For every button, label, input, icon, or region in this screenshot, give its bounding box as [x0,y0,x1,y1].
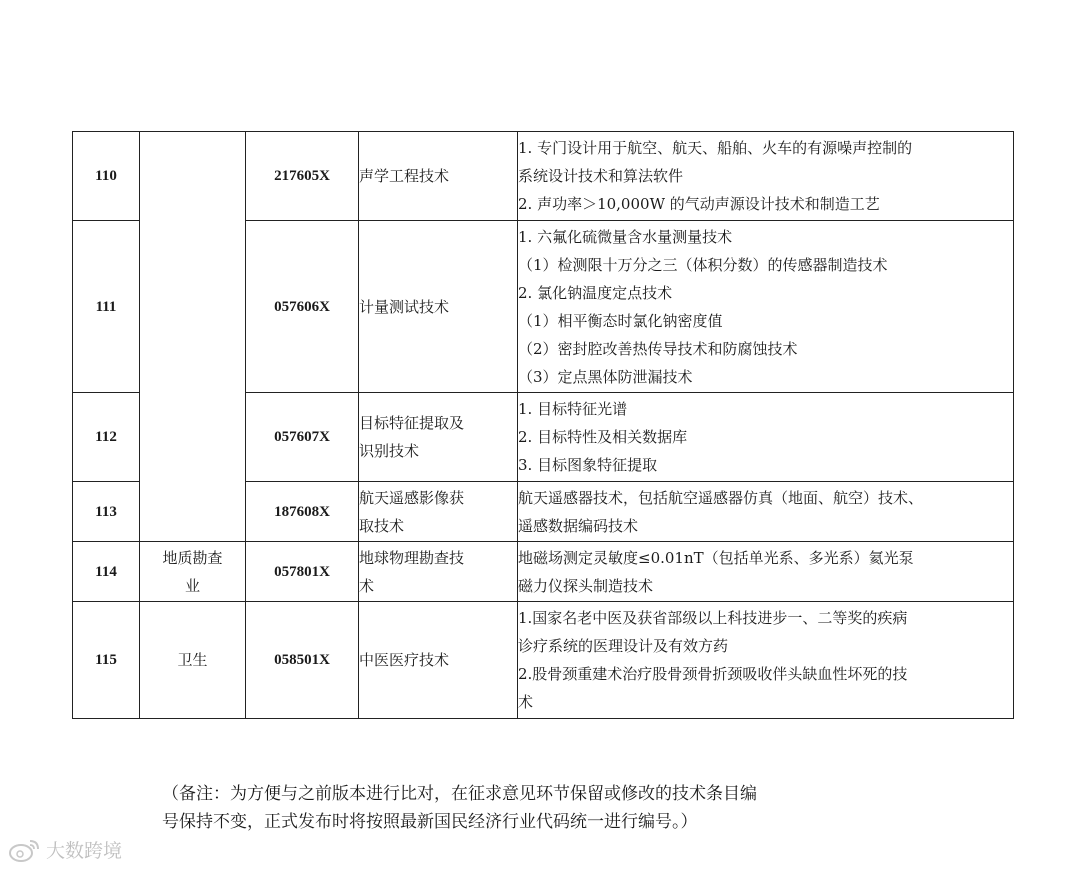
row-number: 113 [73,482,140,542]
table-row [73,542,1014,602]
category-line: 卫生 [177,651,208,669]
tech-name-line: 航天遥感影像获 [359,488,465,507]
tech-name [359,221,518,393]
row-number: 114 [73,542,140,602]
tech-name-line: 识别技术 [359,442,420,460]
desc-line: 1. 专门设计用于航空、航天、船舶、火车的有源噪声控制的 [518,139,913,157]
category-line: 业 [184,576,200,595]
category-cell [140,132,246,542]
tech-name-line: 计量测试技术 [359,297,450,316]
tech-name [359,482,518,542]
desc-line: （2）密封腔改善热传导技术和防腐蚀技术 [518,339,798,358]
tech-name-line: 目标特征提取及 [359,414,465,432]
desc-line: （3）定点黑体防泄漏技术 [518,367,693,386]
tech-name-line: 术 [359,576,375,595]
tech-name-line: 取技术 [359,516,405,535]
footnote-line: 号保持不变，正式发布时将按照最新国民经济行业代码统一进行编号。） [162,812,698,832]
footnote [162,780,962,836]
tech-description [518,221,1014,393]
desc-line: （1）检测限十万分之三（体积分数）的传感器制造技术 [518,255,888,274]
desc-line: 2. 目标特性及相关数据库 [518,428,688,446]
desc-line: （1）相平衡态时氯化钠密度值 [518,311,723,330]
tech-code: 217605X [246,132,359,221]
row-number: 111 [73,221,140,393]
tech-description [518,602,1014,719]
row-number: 110 [73,132,140,221]
desc-line: 2. 声功率＞10,000W 的气动声源设计技术和制造工艺 [518,195,880,213]
tech-name-line: 地球物理勘查技 [359,548,465,567]
desc-line: 磁力仪探头制造技术 [518,576,654,595]
tech-name [359,602,518,719]
tech-description [518,393,1014,482]
category-cell [140,542,246,602]
tech-code: 058501X [246,602,359,719]
watermark-text: 大数跨境 [46,840,123,862]
tech-code: 187608X [246,482,359,542]
tech-description [518,542,1014,602]
desc-line: 遥感数据编码技术 [518,516,639,535]
tech-name [359,542,518,602]
desc-line: 术 [518,693,534,711]
row-number: 112 [73,393,140,482]
desc-line: 1.国家名老中医及获省部级以上科技进步一、二等奖的疾病 [518,609,908,627]
desc-line: 诊疗系统的医理设计及有效方药 [518,637,729,655]
tech-code: 057607X [246,393,359,482]
desc-line: 航天遥感器技术，包括航空遥感器仿真（地面、航空）技术、 [518,488,924,507]
tech-name-line: 声学工程技术 [359,167,450,185]
desc-line: 系统设计技术和算法软件 [518,167,684,185]
tech-code: 057606X [246,221,359,393]
table-row [73,602,1014,719]
table-row [73,132,1014,221]
desc-line: 地磁场测定灵敏度≤0.01nT（包括单光系、多光系）氦光泵 [518,548,914,567]
tech-name [359,132,518,221]
watermark [8,836,122,863]
tech-name-line: 中医医疗技术 [359,651,450,669]
desc-line: 1. 六氟化硫微量含水量测量技术 [518,227,733,246]
weibo-logo-icon [8,837,42,863]
tech-description [518,482,1014,542]
desc-line: 1. 目标特征光谱 [518,400,628,418]
tech-code: 057801X [246,542,359,602]
desc-line: 2. 氯化钠温度定点技术 [518,283,673,302]
category-cell [140,602,246,719]
tech-description [518,132,1014,221]
category-line: 地质勘查 [162,548,223,567]
desc-line: 3. 目标图象特征提取 [518,456,658,474]
desc-line: 2.股骨颈重建术治疗股骨颈骨折颈吸收伴头缺血性坏死的技 [518,665,908,683]
footnote-line: （备注：为方便与之前版本进行比对，在征求意见环节保留或修改的技术条目编 [162,784,757,804]
row-number: 115 [73,602,140,719]
tech-name [359,393,518,482]
technology-table [72,131,1014,719]
